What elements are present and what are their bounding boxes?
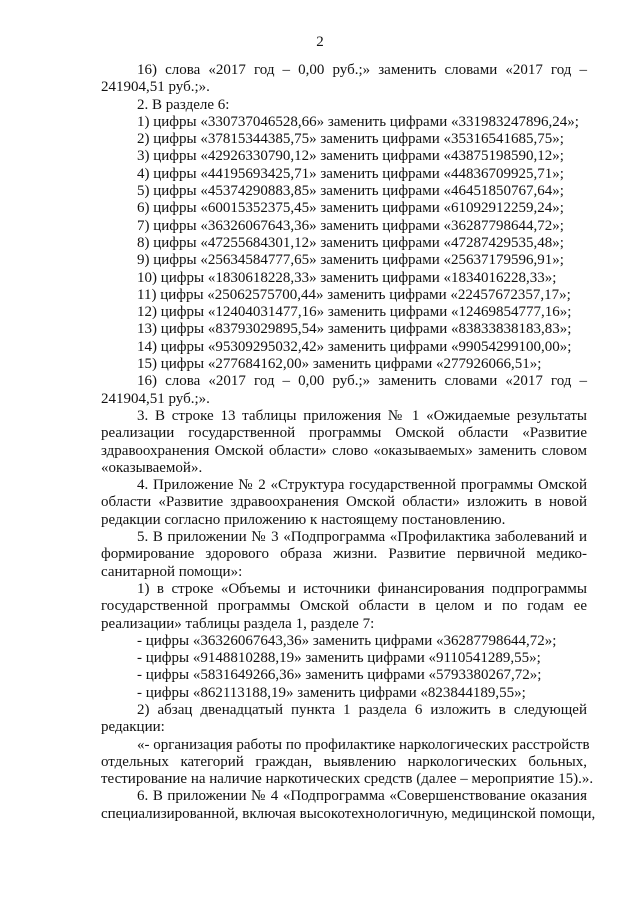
text-line: 5) цифры «45374290883,85» заменить цифрами «46451850767,64»; [137, 183, 564, 200]
text-line: - цифры «862113188,19» заменить цифрами «823844189,55»; [137, 684, 526, 701]
text-line: 11) цифры «25062575700,44» заменить цифрами «22457672357,17»; [137, 286, 571, 303]
text-line: 9) цифры «25634584777,65» заменить цифрами «25637179596,91»; [137, 252, 564, 269]
text-line: здравоохранения Омской области» слово «оказываемых» заменить словом [101, 442, 587, 459]
text-line: - цифры «36326067643,36» заменить цифрами «36287798644,72»; [137, 632, 557, 649]
text-line: - цифры «9148810288,19» заменить цифрами «9110541289,55»; [137, 650, 541, 667]
text-line: реализации государственной программы Омской области «Развитие [101, 425, 587, 442]
text-line: 10) цифры «1830618228,33» заменить цифрами «1834016228,33»; [137, 269, 557, 286]
text-line: 7) цифры «36326067643,36» заменить цифрами «36287798644,72»; [137, 217, 564, 234]
text-line: 241904,51 руб.;». [101, 79, 210, 96]
text-line: 6. В приложении № 4 «Подпрограмма «Совершенствование оказания [137, 788, 587, 805]
text-line: 12) цифры «12404031477,16» заменить цифрами «12469854777,16»; [137, 304, 572, 321]
text-line: «- организация работы по профилактике наркологических расстройств [137, 736, 590, 753]
text-line: 4) цифры «44195693425,71» заменить цифрами «44836709925,71»; [137, 165, 564, 182]
text-line: 16) слова «2017 год – 0,00 руб.;» заменить словами «2017 год – [137, 373, 587, 390]
text-line: реализации» таблицы раздела 1, разделе 7: [101, 615, 375, 632]
text-line: 13) цифры «83793029895,54» заменить цифрами «83833838183,83»; [137, 321, 572, 338]
text-line: 5. В приложении № 3 «Подпрограмма «Профилактика заболеваний и [137, 529, 587, 546]
text-line: 2) цифры «37815344385,75» заменить цифрами «35316541685,75»; [137, 131, 564, 148]
text-line: 2. В разделе 6: [137, 96, 230, 113]
text-line: государственной программы Омской области в целом и по годам ее [101, 598, 587, 615]
text-line: 3) цифры «42926330790,12» заменить цифрами «43875198590,12»; [137, 148, 564, 165]
text-line: отдельных категорий граждан, выявлению наркологических больных, [101, 753, 587, 770]
text-line: 15) цифры «277684162,00» заменить цифрами «277926066,51»; [137, 356, 542, 373]
text-line: редакции согласно приложению к настоящему постановлению. [101, 511, 506, 528]
page-number: 2 [316, 34, 324, 50]
document-body [101, 62, 596, 823]
text-line: формирование здорового образа жизни. Развитие первичной медико- [101, 546, 587, 563]
text-line: 14) цифры «95309295032,42» заменить цифрами «99054299100,00»; [137, 338, 572, 355]
text-line: 6) цифры «60015352375,45» заменить цифрами «61092912259,24»; [137, 200, 564, 217]
text-line: - цифры «5831649266,36» заменить цифрами «5793380267,72»; [137, 667, 542, 684]
text-line: редакции: [101, 719, 165, 736]
text-line: области «Развитие здравоохранения Омской области» изложить в новой [101, 494, 587, 511]
text-line: 1) в строке «Объемы и источники финансирования подпрограммы [137, 580, 587, 597]
text-line: специализированной, включая высокотехнологичную, медицинской помощи, [101, 805, 596, 822]
text-line: 16) слова «2017 год – 0,00 руб.;» заменить словами «2017 год – [137, 62, 587, 78]
text-line: 3. В строке 13 таблицы приложения № 1 «Ожидаемые результаты [137, 407, 587, 424]
text-line: санитарной помощи»: [101, 563, 243, 580]
text-line: 241904,51 руб.;». [101, 390, 210, 407]
text-line: тестирование на наличие наркотических средств (далее – мероприятие 15).». [101, 771, 594, 788]
text-line: 8) цифры «47255684301,12» заменить цифрами «47287429535,48»; [137, 234, 564, 251]
text-line: 4. Приложение № 2 «Структура государственной программы Омской [137, 477, 587, 494]
text-line: «оказываемой». [101, 459, 203, 476]
text-line: 1) цифры «330737046528,66» заменить цифрами «331983247896,24»; [137, 113, 579, 130]
text-line: 2) абзац двенадцатый пункта 1 раздела 6 изложить в следующей [137, 701, 587, 718]
